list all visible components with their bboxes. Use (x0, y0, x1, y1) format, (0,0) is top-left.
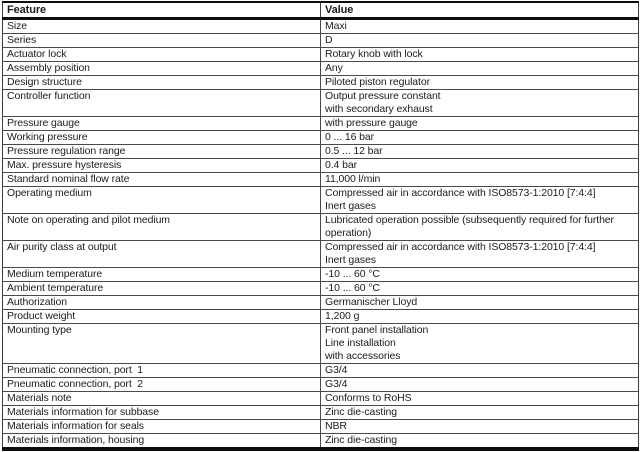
table-row (3, 117, 639, 131)
table-row (3, 392, 639, 406)
value-cell (321, 34, 639, 48)
table-row (3, 406, 639, 420)
feature-label: Series (7, 34, 37, 46)
table-row (3, 145, 639, 159)
value-line: Zinc die-casting (325, 406, 397, 418)
value-cell (321, 310, 639, 324)
feature-label: Working pressure (7, 131, 88, 143)
value-cell (321, 420, 639, 434)
feature-label: Actuator lock (7, 48, 67, 60)
table-row (3, 90, 639, 117)
value-line: Output pressure constant (325, 90, 441, 102)
table-row (3, 434, 639, 450)
feature-label: Authorization (7, 296, 67, 308)
table-row (3, 159, 639, 173)
feature-cell (3, 19, 321, 34)
feature-label: Materials information for subbase (7, 406, 159, 418)
table-row (3, 214, 639, 241)
table-row (3, 364, 639, 378)
table-row (3, 268, 639, 282)
feature-cell (3, 173, 321, 187)
value-cell (321, 434, 639, 450)
value-line: Rotary knob with lock (325, 48, 423, 60)
feature-label: Controller function (7, 90, 91, 102)
table-row (3, 187, 639, 214)
value-line: Germanischer Lloyd (325, 296, 418, 308)
feature-cell (3, 241, 321, 268)
value-cell (321, 76, 639, 90)
value-line: Compressed air in accordance with ISO8573-1:2010 [7:4:4] (325, 241, 596, 253)
value-cell (321, 392, 639, 406)
table-row (3, 48, 639, 62)
table-row (3, 173, 639, 187)
feature-cell (3, 48, 321, 62)
feature-label: Assembly position (7, 62, 90, 74)
feature-cell (3, 420, 321, 434)
table-row (3, 19, 639, 34)
value-line: Front panel installation (325, 324, 429, 336)
column-header-feature: Feature (3, 2, 321, 19)
table-row (3, 34, 639, 48)
feature-cell (3, 62, 321, 76)
table-row (3, 310, 639, 324)
feature-label: Air purity class at output (7, 241, 117, 253)
value-cell (321, 145, 639, 159)
value-cell (321, 187, 639, 214)
value-line: 1,200 g (325, 310, 360, 322)
feature-cell (3, 268, 321, 282)
value-line: D (325, 34, 333, 46)
spec-table (2, 1, 639, 451)
feature-cell (3, 90, 321, 117)
feature-label: Materials information for seals (7, 420, 144, 432)
value-cell (321, 48, 639, 62)
value-cell (321, 364, 639, 378)
value-cell (321, 159, 639, 173)
value-line: with pressure gauge (325, 117, 418, 129)
value-line: Compressed air in accordance with ISO8573-1:2010 [7:4:4] (325, 187, 596, 199)
value-cell (321, 173, 639, 187)
value-line: operation) (325, 227, 372, 239)
feature-cell (3, 324, 321, 364)
feature-label: Pneumatic connection, port 2 (7, 378, 144, 390)
feature-cell (3, 282, 321, 296)
table-row (3, 131, 639, 145)
feature-cell (3, 131, 321, 145)
feature-cell (3, 406, 321, 420)
value-cell (321, 324, 639, 364)
feature-label: Note on operating and pilot medium (7, 214, 170, 226)
value-cell (321, 268, 639, 282)
value-line: Maxi (325, 20, 347, 32)
feature-label: Design structure (7, 76, 82, 88)
feature-label: Mounting type (7, 324, 72, 336)
value-line: Conforms to RoHS (325, 392, 412, 404)
feature-cell (3, 392, 321, 406)
value-line: 0.4 bar (325, 159, 357, 171)
feature-label: Operating medium (7, 187, 92, 199)
feature-cell (3, 117, 321, 131)
value-line: Any (325, 62, 343, 74)
table-row (3, 296, 639, 310)
table-row (3, 62, 639, 76)
table-row (3, 324, 639, 364)
value-line: Piloted piston regulator (325, 76, 430, 88)
value-line: Inert gases (325, 254, 376, 266)
feature-label: Max. pressure hysteresis (7, 159, 122, 171)
feature-label: Ambient temperature (7, 282, 104, 294)
value-cell (321, 90, 639, 117)
feature-cell (3, 187, 321, 214)
feature-label: Standard nominal flow rate (7, 173, 130, 185)
feature-cell (3, 310, 321, 324)
value-cell (321, 241, 639, 268)
feature-cell (3, 76, 321, 90)
feature-cell (3, 378, 321, 392)
value-line: 0.5 ... 12 bar (325, 145, 383, 157)
spec-table-header (3, 2, 639, 19)
feature-cell (3, 296, 321, 310)
value-cell (321, 378, 639, 392)
spec-table-body (3, 19, 639, 450)
value-cell (321, 131, 639, 145)
value-cell (321, 62, 639, 76)
value-cell (321, 296, 639, 310)
value-cell (321, 19, 639, 34)
value-line: with secondary exhaust (325, 103, 433, 115)
feature-label: Pressure gauge (7, 117, 80, 129)
value-line: Lubricated operation possible (subsequently required for further (325, 214, 614, 226)
table-row (3, 282, 639, 296)
feature-cell (3, 34, 321, 48)
value-cell (321, 117, 639, 131)
feature-label: Pneumatic connection, port 1 (7, 364, 144, 376)
value-line: -10 ... 60 °C (325, 282, 380, 294)
value-line: -10 ... 60 °C (325, 268, 380, 280)
value-line: with accessories (325, 350, 401, 362)
table-row (3, 76, 639, 90)
value-line: 0 ... 16 bar (325, 131, 374, 143)
value-line: G3/4 (325, 378, 348, 390)
value-line: G3/4 (325, 364, 348, 376)
table-row (3, 420, 639, 434)
feature-cell (3, 159, 321, 173)
feature-label: Size (7, 20, 28, 32)
feature-label: Product weight (7, 310, 76, 322)
value-line: Zinc die-casting (325, 434, 397, 446)
feature-cell (3, 145, 321, 159)
table-row (3, 378, 639, 392)
value-line: Line installation (325, 337, 396, 349)
value-cell (321, 406, 639, 420)
feature-label: Medium temperature (7, 268, 103, 280)
feature-label: Materials note (7, 392, 72, 404)
value-line: NBR (325, 420, 347, 432)
feature-label: Materials information, housing (7, 434, 145, 446)
value-cell (321, 214, 639, 241)
value-line: 11,000 l/min (325, 173, 381, 185)
feature-cell (3, 364, 321, 378)
value-cell (321, 282, 639, 296)
feature-label: Pressure regulation range (7, 145, 126, 157)
feature-cell (3, 434, 321, 450)
feature-cell (3, 214, 321, 241)
value-line: Inert gases (325, 200, 376, 212)
column-header-value: Value (321, 2, 639, 19)
header-row (3, 2, 639, 19)
table-row (3, 241, 639, 268)
